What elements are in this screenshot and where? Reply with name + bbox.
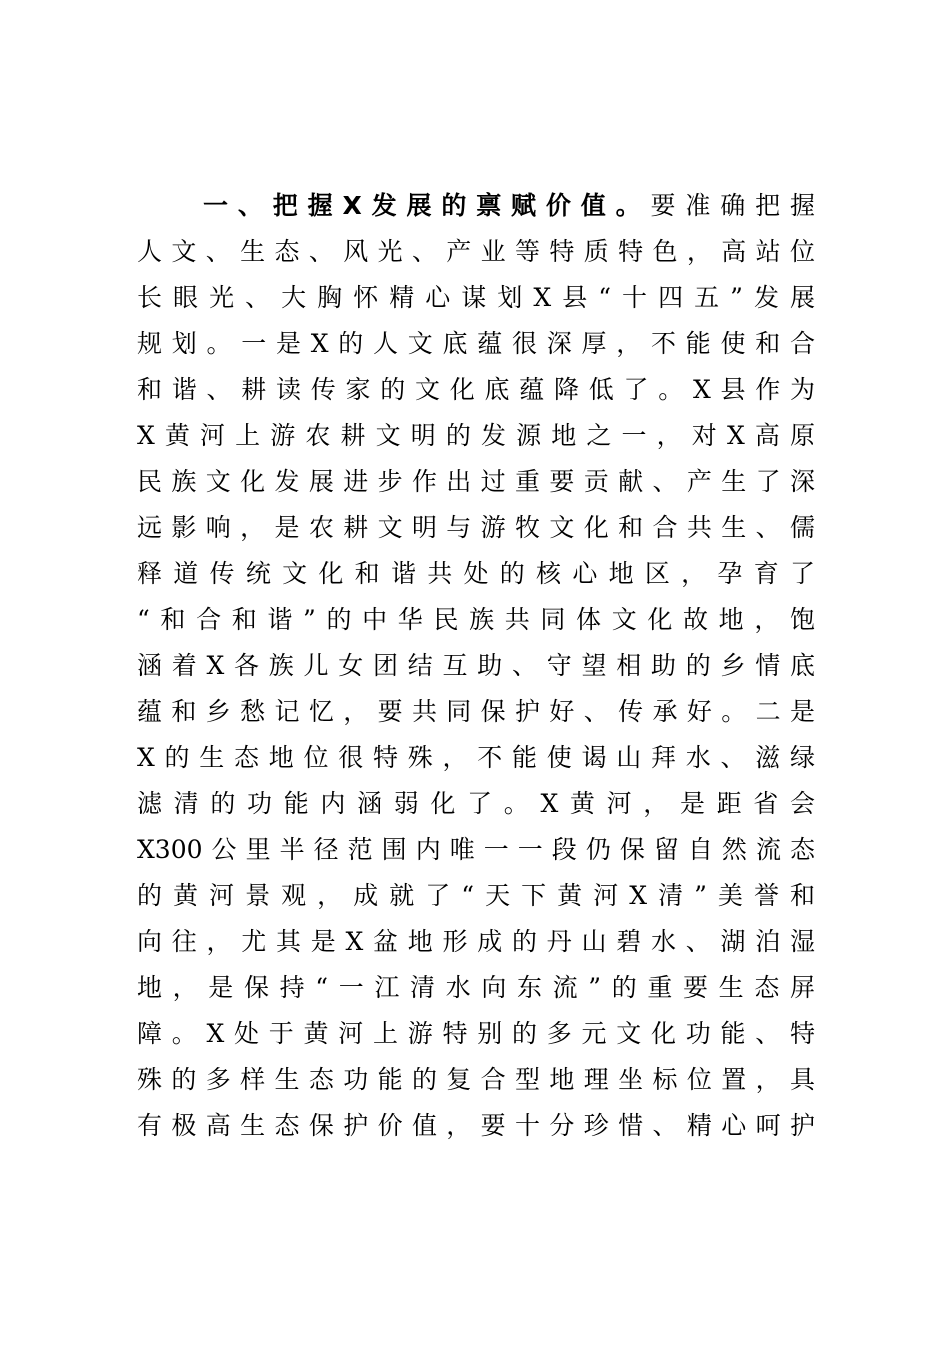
text-line: “和合和谐”的中华民族共同体文化故地，饱 <box>137 605 815 634</box>
text-line: 地，是保持“一江清水向东流”的重要生态屏 <box>137 973 815 1002</box>
text-line: 的黄河景观，成就了“天下黄河X清”美誉和 <box>137 881 815 910</box>
text-line: X300公里半径范围内唯一一段仍保留自然流态 <box>137 835 815 864</box>
text-line: 蕴和乡愁记忆，要共同保护好、传承好。二是 <box>137 697 815 726</box>
text-segment: 要准确把握 <box>650 191 815 220</box>
text-line: 远影响，是农耕文明与游牧文化和合共生、儒 <box>137 513 815 542</box>
body-text <box>137 183 815 1149</box>
text-line: 殊的多样生态功能的复合型地理坐标位置，具 <box>137 1065 815 1094</box>
text-line: X的生态地位很特殊，不能使谒山拜水、滋绿 <box>137 743 815 772</box>
text-line: 规划。一是X的人文底蕴很深厚，不能使和合 <box>137 329 815 358</box>
text-line: 释道传统文化和谐共处的核心地区，孕育了 <box>137 559 815 588</box>
text-line: 有极高生态保护价值，要十分珍惜、精心呵护 <box>137 1111 815 1140</box>
text-line: 人文、生态、风光、产业等特质特色，高站位 <box>137 237 815 266</box>
text-line: X黄河上游农耕文明的发源地之一，对X高原 <box>137 421 815 450</box>
paragraph-first-line <box>137 183 815 229</box>
text-line: 障。X处于黄河上游特别的多元文化功能、特 <box>137 1019 815 1048</box>
text-line: 民族文化发展进步作出过重要贡献、产生了深 <box>137 467 815 496</box>
text-line: 长眼光、大胸怀精心谋划X县“十四五”发展 <box>137 283 815 312</box>
text-line: 滤清的功能内涵弱化了。X黄河，是距省会 <box>137 789 815 818</box>
text-line: 和谐、耕读传家的文化底蕴降低了。X县作为 <box>137 375 815 404</box>
text-line: 向往，尤其是X盆地形成的丹山碧水、湖泊湿 <box>137 927 815 956</box>
section-heading: 一、把握X发展的禀赋价值。 <box>203 191 651 220</box>
text-line: 涵着X各族儿女团结互助、守望相助的乡情底 <box>137 651 815 680</box>
